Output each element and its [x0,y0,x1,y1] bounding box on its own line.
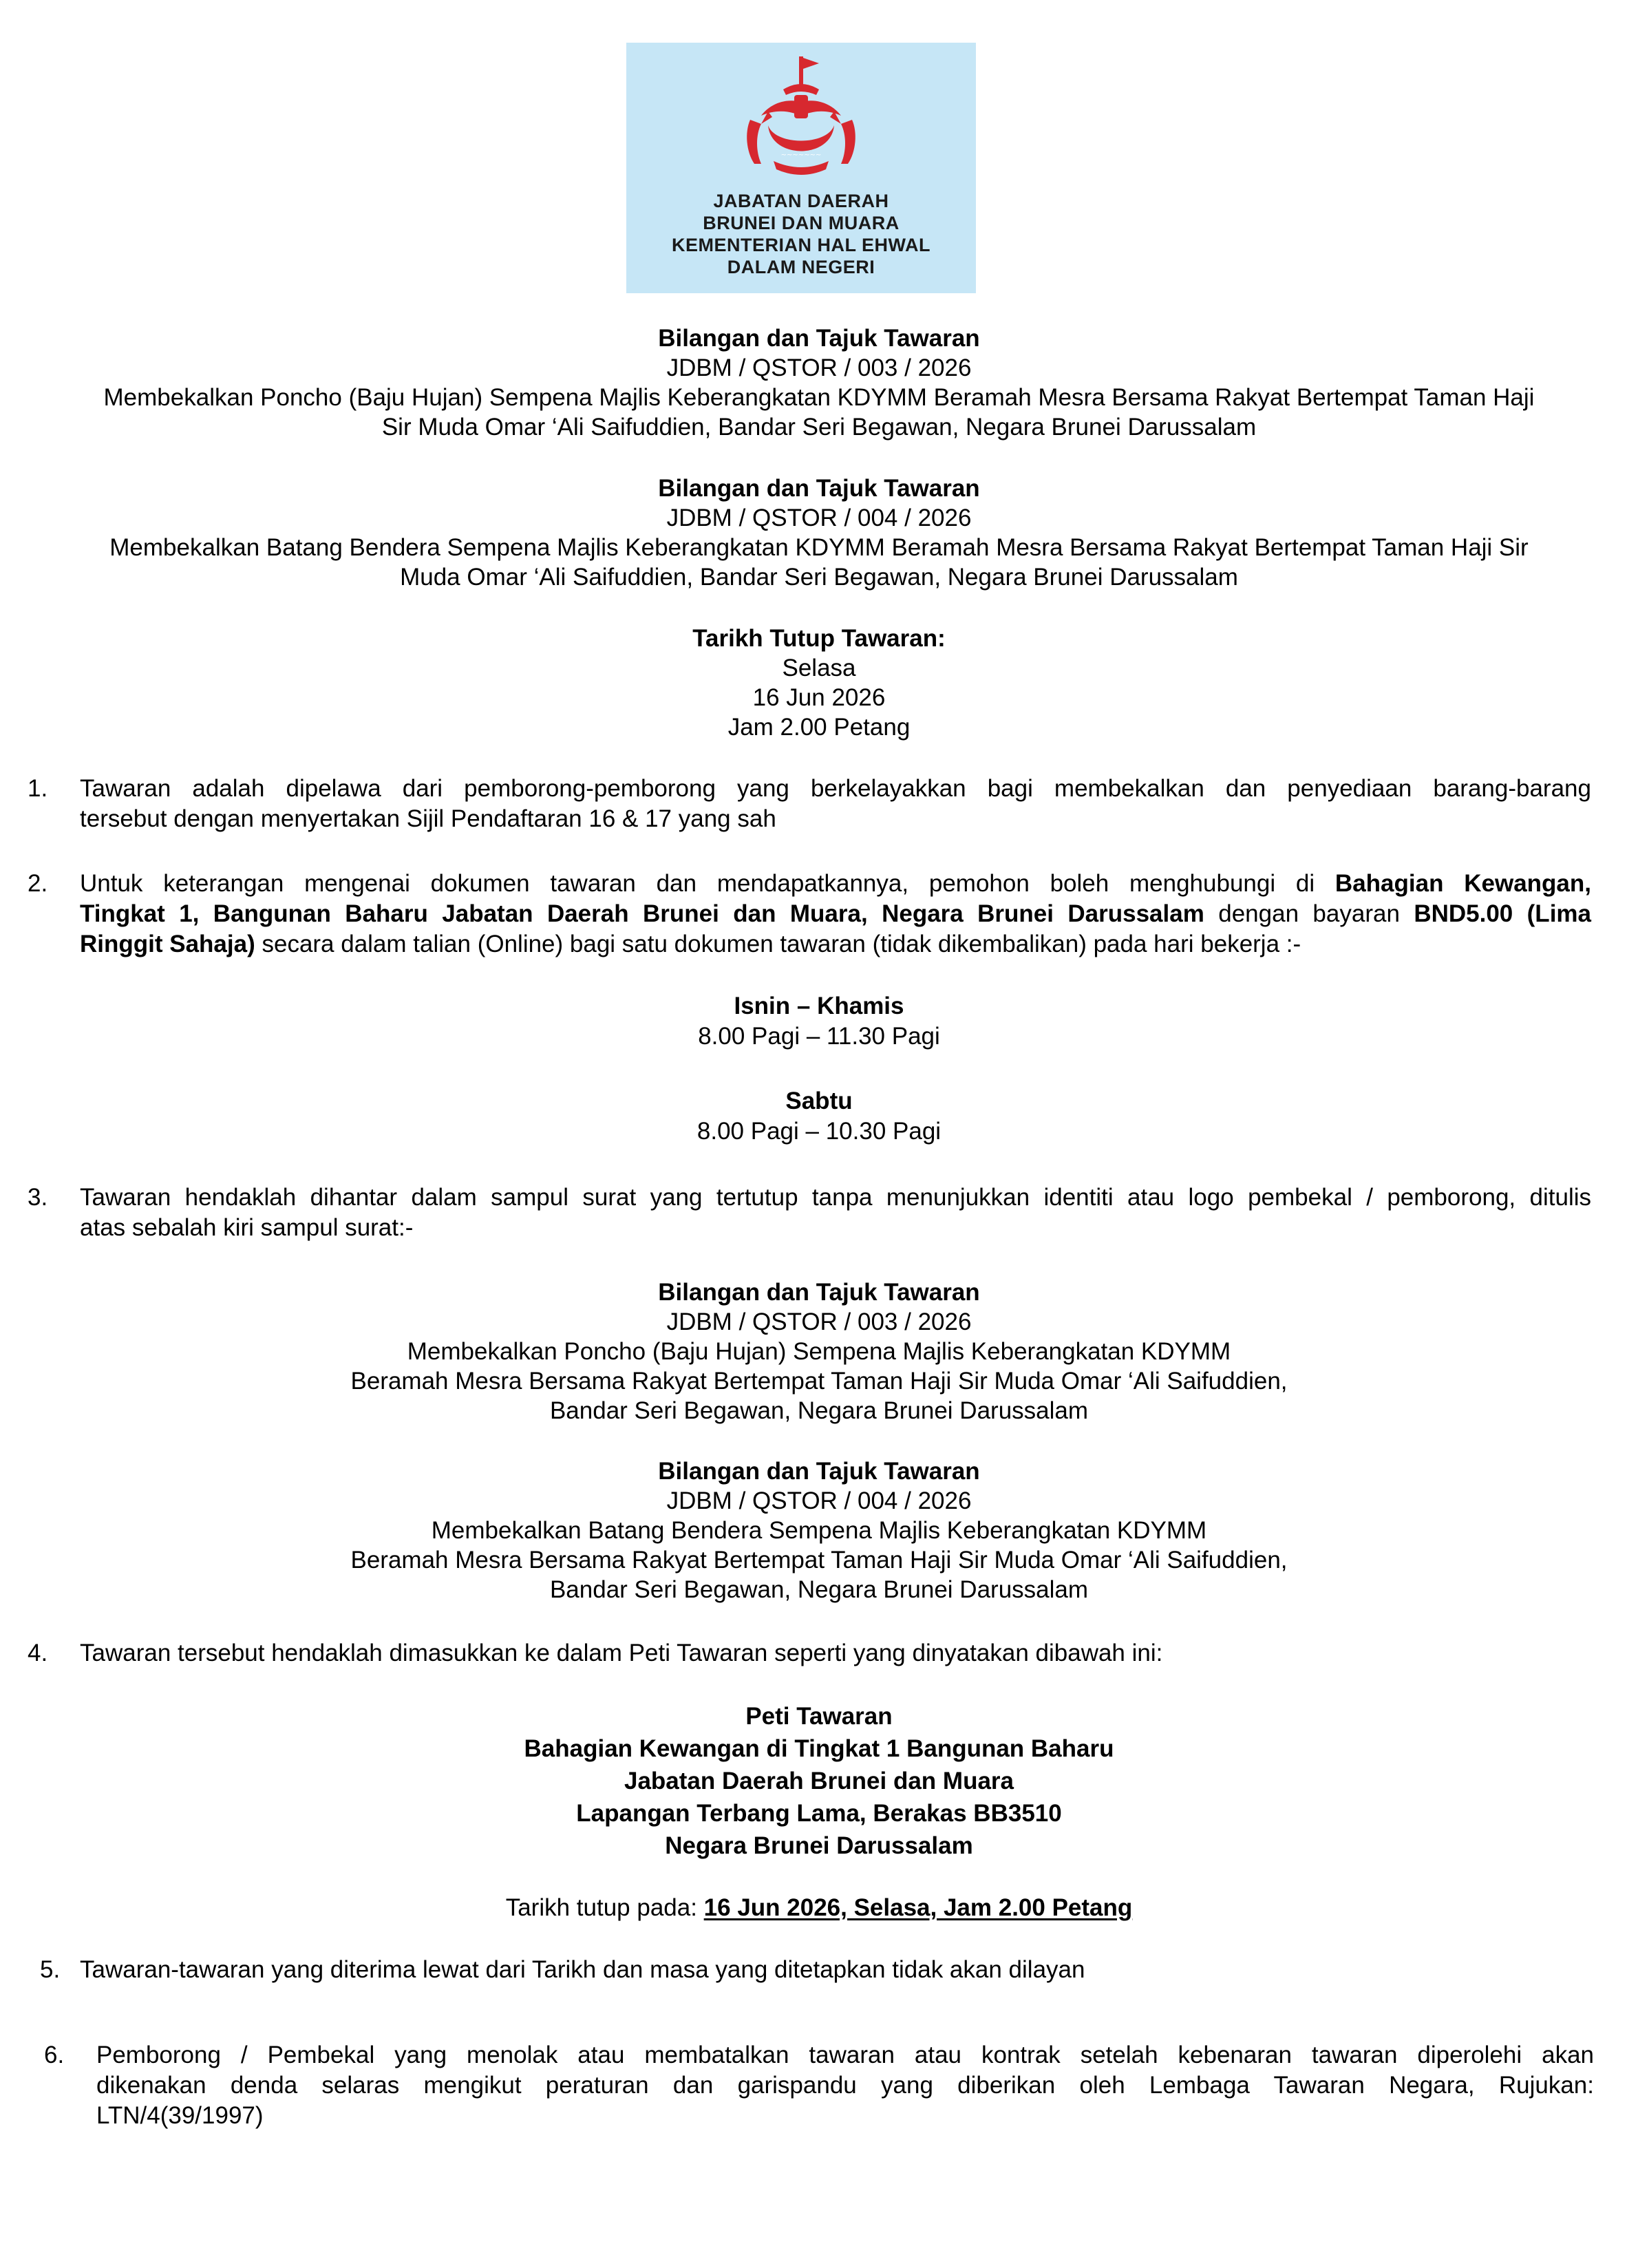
svg-text:~~~~~~~: ~~~~~~~ [780,151,822,159]
envelope-title-line: Membekalkan Poncho (Baju Hujan) Sempena Majlis Keberangkatan KDYMM [407,1338,1231,1365]
clause-text-line: Pemborong / Pembekal yang menolak atau membatalkan tawaran atau kontrak setelah kebenaran tawaran diperolehi akan [96,2042,1594,2068]
clause-text-line [80,869,1591,899]
envelope-reference: JDBM / QSTOR / 003 / 2026 [666,1308,972,1335]
tender-box-title: Peti Tawaran [745,1703,893,1730]
envelope-reference: JDBM / QSTOR / 004 / 2026 [666,1487,972,1514]
clause-number: 4. [28,1640,48,1666]
address-line: Bahagian Kewangan di Tingkat 1 Bangunan Baharu [524,1735,1114,1762]
fee-amount: BND5.00 (Lima [1414,900,1592,927]
closing-time: Jam 2.00 Petang [727,714,911,741]
envelope-label-1 [0,1278,1638,1426]
clause-number: 6. [44,2042,65,2068]
tender-heading: Bilangan dan Tajuk Tawaran [658,325,980,352]
deadline-value: 16 Jun 2026, Selasa, Jam 2.00 Petang [703,1894,1133,1921]
envelope-label-2 [0,1456,1638,1604]
clause-text-line: atas sebalah kiri sampul surat:- [80,1214,414,1241]
envelope-heading: Bilangan dan Tajuk Tawaran [658,1279,980,1306]
closing-deadline-line [0,1893,1638,1922]
brunei-crest-icon [626,43,976,187]
clause-text-line: tersebut dengan menyertakan Sijil Pendaftaran 16 & 17 yang sah [80,805,776,832]
clause-text-line: Tawaran hendaklah dihantar dalam sampul surat yang tertutup tanpa menunjukkan identiti atau logo pembekal / pemborong, ditulis [80,1184,1591,1211]
clause-text: Untuk keterangan mengenai dokumen tawaran dan mendapatkannya, pemohon boleh menghubungi di [80,870,1335,897]
tender-title-line: Sir Muda Omar ‘Ali Saifuddien, Bandar Seri Begawan, Negara Brunei Darussalam [381,414,1257,441]
office-address: Tingkat 1, Bangunan Baharu Jabatan Daerah Brunei dan Muara, Negara Brunei Darussalam [80,900,1204,927]
clause-text-line: Tawaran tersebut hendaklah dimasukkan ke dalam Peti Tawaran seperti yang dinyatakan dibawah ini: [80,1640,1163,1666]
closing-date-block [0,624,1638,742]
envelope-title-line: Bandar Seri Begawan, Negara Brunei Darussalam [549,1397,1089,1424]
deadline-prefix: Tarikh tutup pada: [505,1894,704,1921]
tender-reference: JDBM / QSTOR / 003 / 2026 [666,354,972,381]
clause-text-line [80,899,1591,929]
clause-text: secara dalam talian (Online) bagi satu dokumen tawaran (tidak dikembalikan) pada hari bekerja :- [255,931,1301,957]
fee-amount: Ringgit Sahaja) [80,931,255,957]
closing-day: Selasa [782,655,856,681]
clause-number: 1. [28,775,48,802]
clause-number: 2. [28,870,48,897]
weekday-label: Isnin – Khamis [734,993,904,1019]
tender-box-address [0,1700,1638,1862]
working-hours-weekday [0,991,1638,1052]
envelope-title-line: Bandar Seri Begawan, Negara Brunei Darussalam [549,1576,1089,1603]
clause-text-line [80,929,1591,960]
tender-2-header [0,474,1638,592]
logo-line: KEMENTERIAN HAL EHWAL [671,235,930,255]
tender-title-line: Membekalkan Batang Bendera Sempena Majlis Keberangkatan KDYMM Beramah Mesra Bersama Rakyat Bertempat Taman Haji Sir [109,534,1529,561]
clause-number: 3. [28,1184,48,1211]
reference-number: LTN/4(39/1997) [96,2102,264,2129]
envelope-title-line: Beramah Mesra Bersama Rakyat Bertempat Taman Haji Sir Muda Omar ‘Ali Saifuddien, [350,1368,1288,1395]
closing-heading: Tarikh Tutup Tawaran: [692,625,946,652]
envelope-title-line: Beramah Mesra Bersama Rakyat Bertempat Taman Haji Sir Muda Omar ‘Ali Saifuddien, [350,1547,1288,1573]
clause-text-line: Tawaran adalah dipelawa dari pemborong-pemborong yang berkelayakkan bagi membekalkan dan penyediaan barang-barang [80,775,1591,802]
envelope-heading: Bilangan dan Tajuk Tawaran [658,1458,980,1485]
address-line: Jabatan Daerah Brunei dan Muara [624,1768,1014,1794]
tender-1-header [0,324,1638,442]
saturday-label: Sabtu [785,1088,853,1114]
envelope-title-line: Membekalkan Batang Bendera Sempena Majlis Keberangkatan KDYMM [431,1517,1207,1544]
department-logo [626,43,976,293]
clause-text: dengan bayaran [1204,900,1414,927]
finance-division-label: Bahagian Kewangan, [1334,870,1591,897]
logo-line: JABATAN DAERAH [713,191,889,211]
address-line: Negara Brunei Darussalam [665,1832,973,1859]
tender-title-line: Membekalkan Poncho (Baju Hujan) Sempena Majlis Keberangkatan KDYMM Beramah Mesra Bersama Rakyat Bertempat Taman Haji [103,384,1535,411]
logo-line: BRUNEI DAN MUARA [703,213,900,233]
saturday-time: 8.00 Pagi – 10.30 Pagi [696,1118,942,1145]
closing-date: 16 Jun 2026 [752,684,886,711]
logo-line: DALAM NEGERI [727,257,875,277]
tender-heading: Bilangan dan Tajuk Tawaran [658,475,980,502]
address-line: Lapangan Terbang Lama, Berakas BB3510 [576,1800,1062,1827]
tender-title-line: Muda Omar ‘Ali Saifuddien, Bandar Seri Begawan, Negara Brunei Darussalam [400,564,1238,591]
tender-reference: JDBM / QSTOR / 004 / 2026 [666,505,972,531]
clause-number: 5. [40,1956,61,1983]
clause-text-line: Tawaran-tawaran yang diterima lewat dari Tarikh dan masa yang ditetapkan tidak akan dilayan [80,1956,1085,1983]
working-hours-saturday [0,1086,1638,1147]
clause-text-line: dikenakan denda selaras mengikut peraturan dan garispandu yang diberikan oleh Lembaga Tawaran Negara, Rujukan: [96,2072,1594,2099]
weekday-time: 8.00 Pagi – 11.30 Pagi [698,1023,940,1050]
